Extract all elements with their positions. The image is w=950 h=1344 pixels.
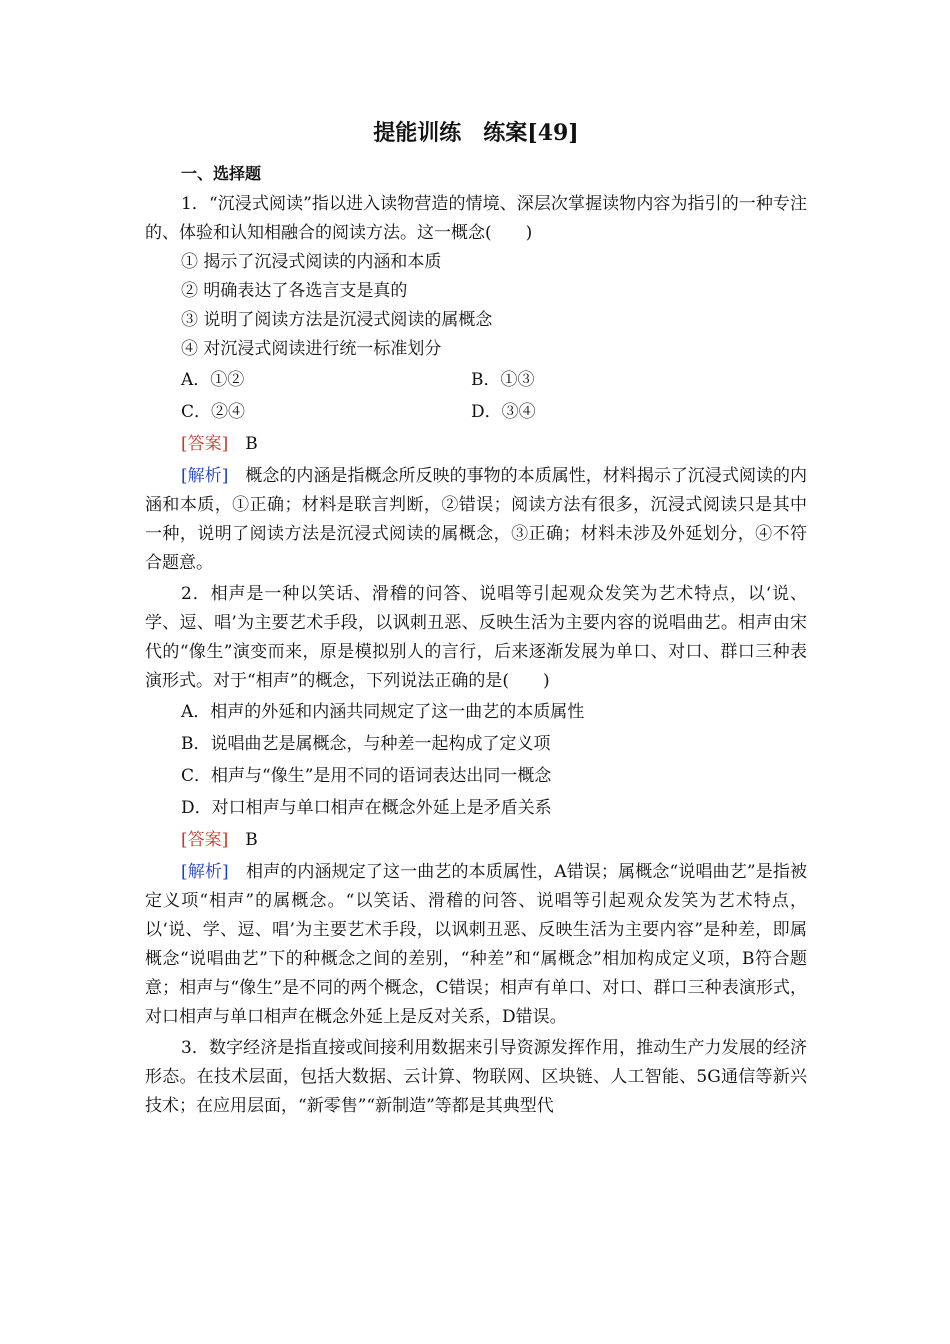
q1-item-3: ③ 说明了阅读方法是沉浸式阅读的属概念 xyxy=(181,310,493,331)
q2-answer xyxy=(145,824,807,856)
q1-item-2: ② 明确表达了各选言支是真的 xyxy=(181,281,408,302)
analysis-tag: [解析] xyxy=(181,466,229,487)
q1-options-row-2 xyxy=(145,396,807,428)
q2-analysis xyxy=(145,858,807,1032)
answer-tag: [答案] xyxy=(181,830,229,851)
q2-option-d: D．对口相声与单口相声在概念外延上是矛盾关系 xyxy=(181,798,552,819)
question-2-stem: 2．相声是一种以笑话、滑稽的问答、说唱等引起观众发笑为艺术特点，以‘说、学、逗、唱’为主要艺术手段，以讽刺丑恶、反映生活为主要内容的说唱曲艺。相声由宋代的“像生”演变而来，原是模拟别人的言行，后来逐渐发展为单口、对口、群口三种表演形式。对于“相声”的概念，下列说法正确的是( ) xyxy=(145,584,807,692)
q1-item-1: ① 揭示了沉浸式阅读的内涵和本质 xyxy=(181,252,442,273)
analysis-tag: [解析] xyxy=(181,862,229,883)
analysis-text: 概念的内涵是指概念所反映的事物的本质属性，材料揭示了沉浸式阅读的内涵和本质，①正确；材料是联言判断，②错误；阅读方法有很多，沉浸式阅读只是其中一种，说明了阅读方法是沉浸式阅读的属概念，③正确；材料未涉及外延划分，④不符合题意。 xyxy=(145,466,808,574)
q2-option-a: A．相声的外延和内涵共同规定了这一曲艺的本质属性 xyxy=(181,702,585,723)
analysis-text: 相声的内涵规定了这一曲艺的本质属性，A错误；属概念“说唱曲艺”是指被定义项“相声”的属概念。“以笑话、滑稽的问答、说唱等引起观众发笑为艺术特点，以‘说、学、逗、唱’为主要艺术手段，以讽刺丑恶、反映生活为主要内容”是种差，即属概念“说唱曲艺”下的种概念之间的差别，“种差”和“属概念”相加构成定义项，B符合题意；相声与“像生”是不同的两个概念，C错误；相声有单口、对口、群口三种表演形式，对口相声与单口相声在概念外延上是反对关系，D错误。 xyxy=(145,862,807,1028)
q1-option-a: A．①② xyxy=(181,370,245,391)
document-page xyxy=(145,118,807,1121)
q1-analysis xyxy=(145,462,807,578)
answer-tag: [答案] xyxy=(181,434,229,455)
q1-option-b: B．①③ xyxy=(471,370,535,391)
q1-option-c: C．②④ xyxy=(181,402,246,423)
q1-item-4: ④ 对沉浸式阅读进行统一标准划分 xyxy=(181,339,442,360)
q2-option-b: B．说唱曲艺是属概念，与种差一起构成了定义项 xyxy=(181,734,551,755)
section-heading: 一、选择题 xyxy=(181,163,262,183)
q1-options-row-1 xyxy=(145,364,807,396)
page-title: 提能训练 练案[49] xyxy=(373,120,579,146)
q1-option-d: D．③④ xyxy=(471,402,536,423)
q1-answer xyxy=(145,428,807,460)
answer-value: B xyxy=(228,434,258,455)
answer-value: B xyxy=(228,830,258,851)
question-3-stem: 3．数字经济是指直接或间接利用数据来引导资源发挥作用，推动生产力发展的经济形态。在技术层面，包括大数据、云计算、物联网、区块链、人工智能、5G通信等新兴技术；在应用层面，“新零售”“新制造”等都是其典型代 xyxy=(145,1038,807,1117)
question-1-stem: 1．“沉浸式阅读”指以进入读物营造的情境、深层次掌握读物内容为指引的一种专注的、体验和认知相融合的阅读方法。这一概念( ) xyxy=(145,194,807,244)
q2-option-c: C．相声与“像生”是用不同的语词表达出同一概念 xyxy=(181,766,552,787)
